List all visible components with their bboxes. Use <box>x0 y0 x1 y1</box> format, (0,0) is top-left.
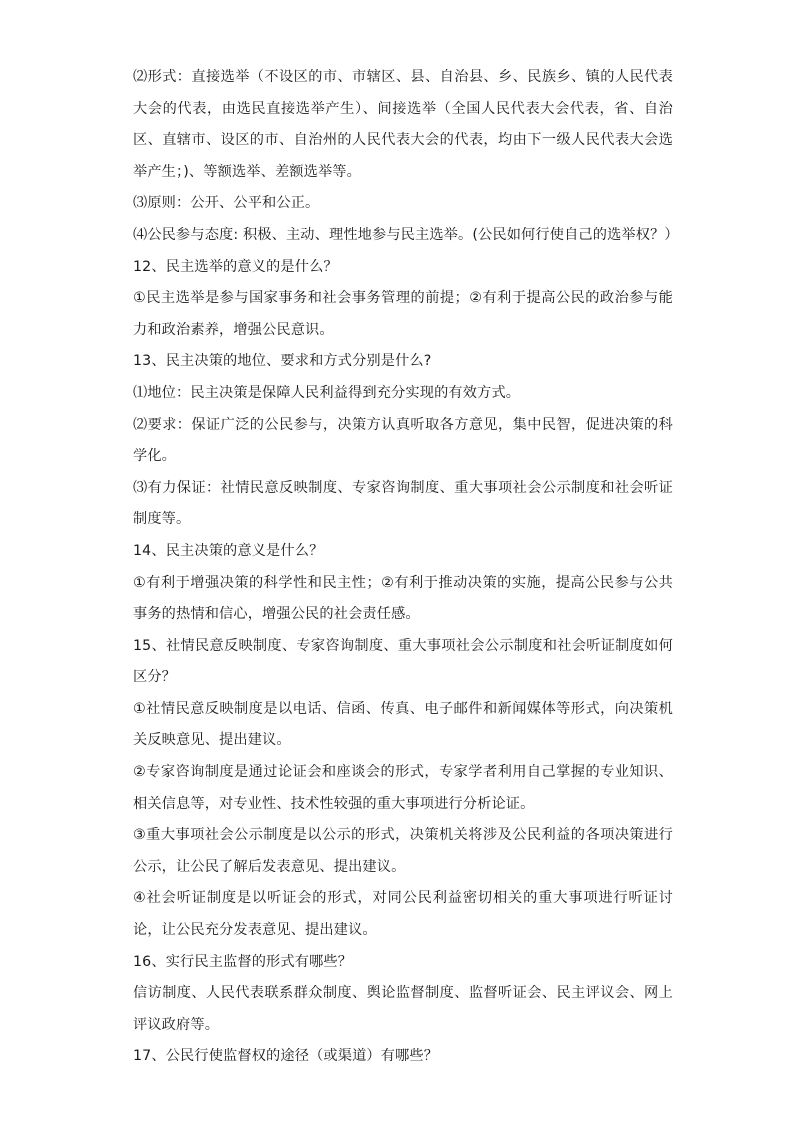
answer-16: 信访制度、人民代表联系群众制度、舆论监督制度、监督听证会、民主评议会、网上评议政府等。 <box>133 985 673 1033</box>
paragraph-election-principles: ⑶原则：公开、公平和公正。 <box>133 195 320 212</box>
answer-13-guarantee: ⑶有力保证：社情民意反映制度、专家咨询制度、重大事项社会公示制度和社会听证制度等。 <box>133 479 673 528</box>
question-12-heading: 12、民主选举的意义的是什么？ <box>133 258 338 275</box>
paragraph-election-forms: ⑵形式：直接选举（不设区的市、市辖区、县、自治县、乡、民族乡、镇的人民代表大会的代表，由选民直接选举产生）、间接选举（全国人民代表大会代表，省、自治区、直辖市、设区的市、自治州的人民代表大会的代表，均由下一级人民代表大会选举产生；)、等额选举、差额选举等。 <box>133 69 673 180</box>
answer-13-requirements: ⑵要求：保证广泛的公民参与，决策方认真听取各方意见，集中民智，促进决策的科学化。 <box>133 416 673 465</box>
question-14-heading: 14、民主决策的意义是什么？ <box>133 542 324 559</box>
answer-15-hearing: ④社会听证制度是以听证会的形式，对同公民利益密切相关的重大事项进行听证讨论，让公民充分发表意见、提出建议。 <box>133 890 673 939</box>
answer-12: ①民主选举是参与国家事务和社会事务管理的前提；②有利于提高公民的政治参与能力和政治素养，增强公民意识。 <box>133 290 673 338</box>
question-13-heading: 13、民主决策的地位、要求和方式分别是什么? <box>133 353 432 370</box>
document-body <box>133 62 679 1073</box>
answer-15-social-opinion: ①社情民意反映制度是以电话、信函、传真、电子邮件和新闻媒体等形式，向决策机关反映意见、提出建议。 <box>133 700 673 749</box>
question-16-heading: 16、实行民主监督的形式有哪些？ <box>133 953 353 970</box>
answer-14: ①有利于增强决策的科学性和民主性；②有利于推动决策的实施，提高公民参与公共事务的热情和信心，增强公民的社会责任感。 <box>133 574 673 623</box>
paragraph-participation-attitude: ⑷公民参与态度: 积极、主动、理性地参与民主选举。(公民如何行使自己的选举权？） <box>133 226 679 243</box>
answer-15-expert-consultation: ②专家咨询制度是通过论证会和座谈会的形式，专家学者利用自己掌握的专业知识、相关信息等，对专业性、技术性较强的重大事项进行分析论证。 <box>133 764 673 812</box>
answer-13-status: ⑴地位：民主决策是保障人民利益得到充分实现的有效方式。 <box>133 384 521 401</box>
answer-15-public-notice: ③重大事项社会公示制度是以公示的形式，决策机关将涉及公民利益的各项决策进行公示，让公民了解后发表意见、提出建议。 <box>133 827 673 875</box>
question-17-heading: 17、公民行使监督权的途径（或渠道）有哪些？ <box>133 1048 439 1065</box>
question-15-heading: 15、社情民意反映制度、专家咨询制度、重大事项社会公示制度和社会听证制度如何区分？ <box>133 637 673 686</box>
